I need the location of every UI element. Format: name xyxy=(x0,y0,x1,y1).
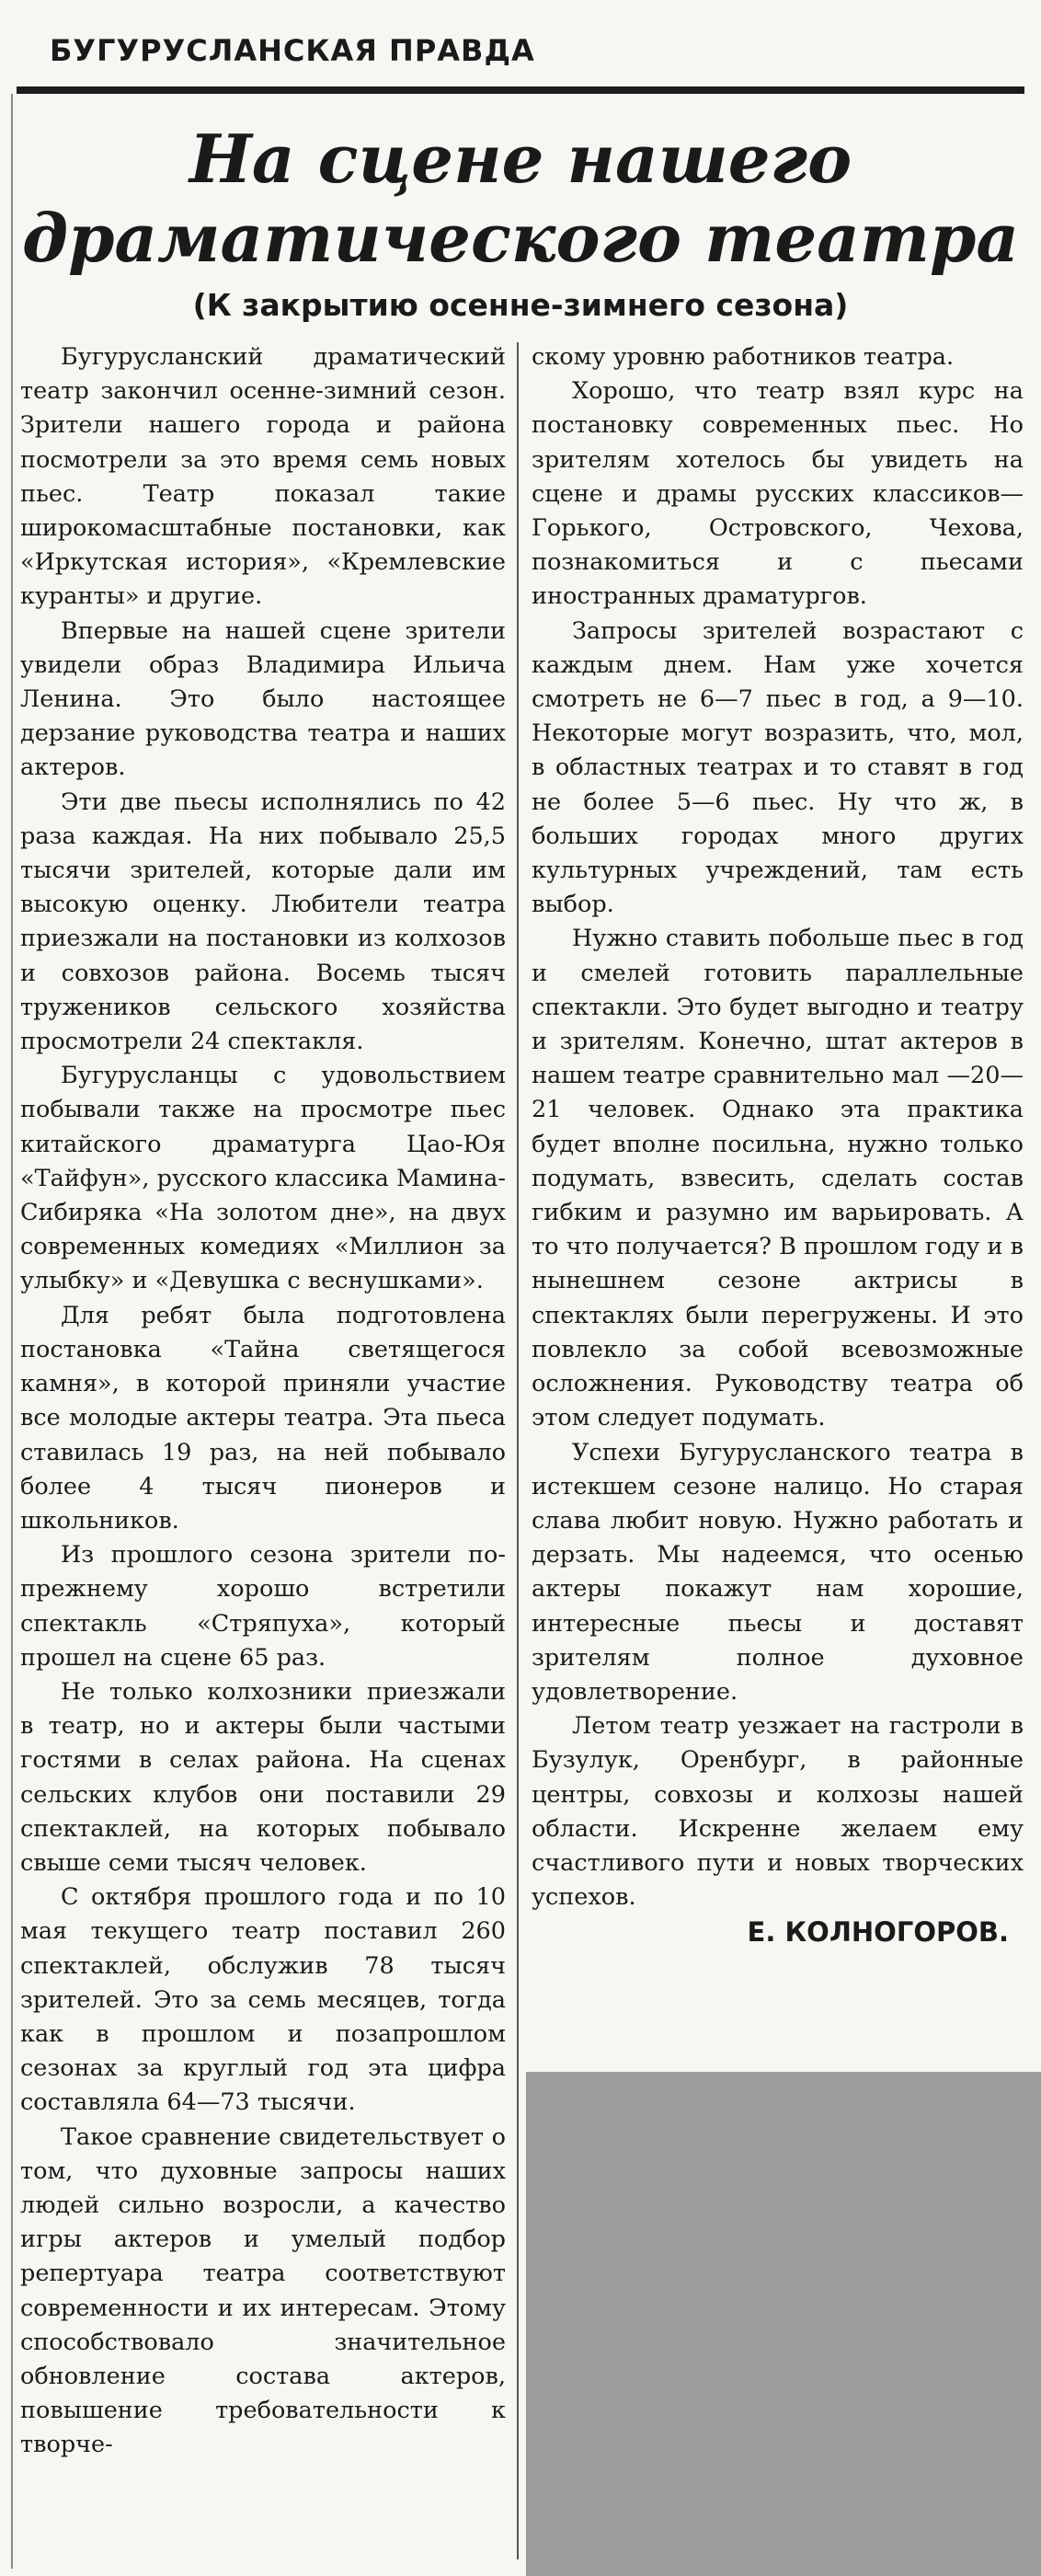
empty-gray-area xyxy=(526,2072,1041,2576)
paragraph: Эти две пьесы исполнялись по 42 раза каждая. На них побывало 25,5 тысячи зрителей, которые дали им высокую оценку. Любители театра приезжали на постановки из колхозов и совхозов района. Восемь тысяч тружеников сельского хозяйства просмотрели 24 спектакля. xyxy=(20,788,506,1056)
paragraph: Запросы зрителей возрастают с каждым днем. Нам уже хочется смотреть не 6—7 пьес в год, а 9—10. Некоторые могут возразить, что, мол, в областных театрах и то ставят в год не более 5—6 пьес. Ну что ж, в больших городах много других культурных учреждений, там есть выбор. xyxy=(532,616,1024,919)
paragraph: Впервые на нашей сцене зрители увидели образ Владимира Ильича Ленина. Это было настоящее дерзание руководства театра и наших актеров. xyxy=(20,616,506,782)
paragraph: Такое сравнение свидетельствует о том, что духовные запросы наших людей сильно возросли, а качество игры актеров и умелый подбор репертуара театра соответствуют современности и их интересам. Этому способствовало значительное обновление состава актеров, повышение требовательности к творче- xyxy=(20,2122,506,2459)
paragraph: Из прошлого сезона зрители по-прежнему хорошо встретили спектакль «Стряпуха», который прошел на сцене 65 раз. xyxy=(20,1541,506,1672)
paragraph: Летом театр уезжает на гастроли в Бузулук, Оренбург, в районные центры, совхозы и колхозы нашей области. Искренне желаем ему счастливого пути и новых творческих успехов. xyxy=(532,1712,1024,1912)
author-signature: Е. КОЛНОГОРОВ. xyxy=(747,1916,1009,1949)
column-divider xyxy=(517,342,519,2559)
left-column xyxy=(20,340,506,2562)
paragraph: Нужно ставить побольше пьес в год и смелей готовить параллельные спектакли. Это будет выгодно и театру и зрителям. Конечно, штат актеров в нашем театре сравнительно мал —20—21 человек. Однако эта практика будет вполне посильна, нужно только подумать, взвесить, сделать состав гибким и разумно им варьировать. А то что получается? В прошлом году и в нынешнем сезоне актрисы в спектаклях были перегружены. И это повлекло за собой всевозможные осложнения. Руководству театра об этом следует подумать. xyxy=(532,925,1024,1432)
paragraph: Хорошо, что театр взял курс на постановку современных пьес. Но зрителям хотелось бы увидеть на сцене и драмы русских классиков—Горького, Островского, Чехова, познакомиться и с пьесами иностранных драматургов. xyxy=(532,377,1024,611)
masthead xyxy=(17,18,1024,94)
right-column xyxy=(532,340,1024,1949)
article-border xyxy=(11,94,13,2569)
paragraph-continuation: скому уровню работников театра. xyxy=(532,343,955,371)
headline-line-1: На сцене нашего xyxy=(189,120,852,198)
paragraph: Успехи Бугурусланского театра в истекшем сезоне налицо. Но старая слава любит новую. Нужно работать и дерзать. Мы надеемся, что осенью актеры покажут нам хорошие, интересные пьесы и доставят зрителям полное духовное удовлетворение. xyxy=(532,1438,1024,1706)
headline-line-2: драматического театра xyxy=(22,199,1019,277)
paragraph: Бугурусланский драматический театр закончил осенне-зимний сезон. Зрители нашего города и района посмотрели за это время семь новых пьес. Театр показал такие широкомасштабные постановки, как «Иркутская история», «Кремлевские куранты» и другие. xyxy=(20,343,506,611)
newspaper-title: БУГУРУСЛАНСКАЯ ПРАВДА xyxy=(50,33,535,68)
paragraph: Для ребят была подготовлена постановка «Тайна светящегося камня», в которой приняли участие все молодые актеры театра. Эта пьеса ставилась 19 раз, на ней побывало более 4 тысяч пионеров и школьников. xyxy=(20,1301,506,1535)
paragraph: С октября прошлого года и по 10 мая текущего театр поставил 260 спектаклей, обслужив 78 тысяч зрителей. Это за семь месяцев, тогда как в прошлом и позапрошлом сезонах за круглый год эта цифра составляла 64—73 тысячи. xyxy=(20,1883,506,2117)
paragraph: Бугурусланцы с удовольствием побывали также на просмотре пьес китайского драматурга Цао-Юя «Тайфун», русского классика Мамина-Сибиряка «На золотом дне», на двух современных комедиях «Миллион за улыбку» и «Девушка с веснушками». xyxy=(20,1062,506,1295)
paragraph: Не только колхозники приезжали в театр, но и актеры были частыми гостями в селах района. На сценах сельских клубов они поставили 29 спектаклей, на которых побывало свыше семи тысяч человек. xyxy=(20,1677,506,1877)
article-subtitle: (К закрытию осенне-зимнего сезона) xyxy=(192,287,849,323)
article-headline xyxy=(0,120,1041,278)
